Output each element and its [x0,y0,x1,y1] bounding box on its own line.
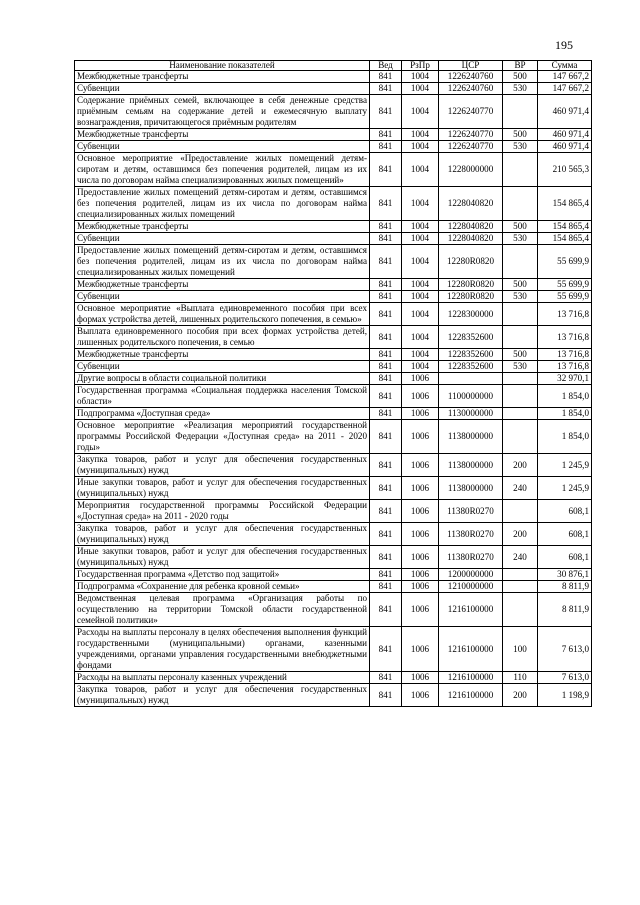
ved-cell: 841 [370,546,402,569]
ved-cell: 841 [370,385,402,408]
page-number: 195 [555,38,573,52]
vr-cell: 100 [503,627,538,672]
rzpr-cell: 1006 [402,684,439,707]
budget-table [74,60,592,707]
ved-cell: 841 [370,291,402,303]
sum-cell: 7 613,0 [538,627,592,672]
ved-cell: 841 [370,83,402,95]
sum-cell: 13 716,8 [538,361,592,373]
rzpr-cell: 1006 [402,408,439,420]
name-cell: Содержание приёмных семей, включающее в себя денежные средства приёмным семьям на содержание детей и ежемесячную выплату вознаграждения, причитающегося приёмным родителям [75,95,370,129]
name-cell: Межбюджетные трансферты [75,129,370,141]
ved-cell: 841 [370,326,402,349]
table-row [75,153,592,187]
vr-cell: 500 [503,129,538,141]
name-cell: Межбюджетные трансферты [75,71,370,83]
ved-cell: 841 [370,95,402,129]
name-cell: Иные закупки товаров, работ и услуг для обеспечения государственных (муниципальных) нужд [75,477,370,500]
vr-cell: 200 [503,684,538,707]
name-cell: Подпрограмма «Сохранение для ребенка кровной семьи» [75,581,370,593]
vr-cell: 200 [503,454,538,477]
table-row [75,71,592,83]
rzpr-cell: 1004 [402,326,439,349]
vr-cell [503,500,538,523]
table-row [75,373,592,385]
sum-cell: 13 716,8 [538,349,592,361]
name-cell: Подпрограмма «Доступная среда» [75,408,370,420]
table-row [75,408,592,420]
name-cell: Основное мероприятие «Реализация мероприятий государственной программы Российской Федерации «Доступная среда» на 2011 - 2020 годы» [75,420,370,454]
rzpr-cell: 1004 [402,245,439,279]
sum-cell: 210 565,3 [538,153,592,187]
vr-cell [503,581,538,593]
ved-cell: 841 [370,581,402,593]
sum-cell: 154 865,4 [538,233,592,245]
vr-cell: 240 [503,546,538,569]
rzpr-cell: 1006 [402,500,439,523]
ved-cell: 841 [370,233,402,245]
name-cell: Субвенции [75,141,370,153]
csr-cell: 1226240760 [439,71,503,83]
ved-cell: 841 [370,593,402,627]
sum-cell: 147 667,2 [538,71,592,83]
csr-cell: 1228000000 [439,153,503,187]
sum-cell: 1 854,0 [538,420,592,454]
csr-cell: 1226240760 [439,83,503,95]
vr-cell [503,373,538,385]
rzpr-cell: 1006 [402,672,439,684]
ved-cell: 841 [370,279,402,291]
ved-cell: 841 [370,349,402,361]
csr-cell: 1228352600 [439,326,503,349]
csr-cell: 1228040820 [439,187,503,221]
rzpr-cell: 1004 [402,361,439,373]
ved-cell: 841 [370,221,402,233]
csr-cell: 1226240770 [439,129,503,141]
rzpr-cell: 1004 [402,71,439,83]
sum-cell: 1 245,9 [538,454,592,477]
table-row [75,279,592,291]
csr-cell: 1130000000 [439,408,503,420]
name-cell: Предоставление жилых помещений детям-сиротам и детям, оставшимся без попечения родителей, лицам из их числа по договорам найма специализированных жилых помещений [75,187,370,221]
ved-cell: 841 [370,627,402,672]
sum-cell: 13 716,8 [538,303,592,326]
vr-cell: 500 [503,221,538,233]
table-row [75,523,592,546]
ved-cell: 841 [370,129,402,141]
csr-cell: 1226240770 [439,95,503,129]
rzpr-cell: 1006 [402,385,439,408]
csr-cell: 1138000000 [439,454,503,477]
ved-cell: 841 [370,408,402,420]
table-row [75,303,592,326]
sum-cell: 55 699,9 [538,245,592,279]
vr-cell [503,245,538,279]
name-cell: Ведомственная целевая программа «Организация работы по осуществлению на территории Томской области государственной семейной политики» [75,593,370,627]
sum-cell: 13 716,8 [538,326,592,349]
csr-cell: 11380R0270 [439,523,503,546]
sum-cell: 1 245,9 [538,477,592,500]
sum-cell: 460 971,4 [538,95,592,129]
vr-cell [503,408,538,420]
ved-cell: 841 [370,361,402,373]
ved-cell: 841 [370,187,402,221]
csr-cell: 1200000000 [439,569,503,581]
ved-cell: 841 [370,684,402,707]
vr-cell: 530 [503,141,538,153]
ved-cell: 841 [370,454,402,477]
rzpr-cell: 1004 [402,279,439,291]
vr-cell: 200 [503,523,538,546]
name-cell: Государственная программа «Детство под защитой» [75,569,370,581]
csr-cell: 1228040820 [439,221,503,233]
name-cell: Иные закупки товаров, работ и услуг для обеспечения государственных (муниципальных) нужд [75,546,370,569]
csr-cell: 1216100000 [439,593,503,627]
csr-cell: 1228352600 [439,361,503,373]
table-row [75,141,592,153]
table-header-row [75,61,592,71]
csr-cell: 12280R0820 [439,279,503,291]
ved-cell: 841 [370,500,402,523]
sum-cell: 55 699,9 [538,291,592,303]
rzpr-cell: 1004 [402,83,439,95]
vr-cell: 110 [503,672,538,684]
vr-cell: 500 [503,349,538,361]
rzpr-cell: 1006 [402,420,439,454]
table-row [75,326,592,349]
vr-cell [503,569,538,581]
rzpr-cell: 1004 [402,291,439,303]
vr-cell [503,326,538,349]
name-cell: Закупка товаров, работ и услуг для обеспечения государственных (муниципальных) нужд [75,523,370,546]
table-row [75,477,592,500]
sum-cell: 8 811,9 [538,581,592,593]
ved-cell: 841 [370,672,402,684]
vr-cell: 500 [503,71,538,83]
table-row [75,672,592,684]
ved-cell: 841 [370,523,402,546]
table-row [75,593,592,627]
rzpr-cell: 1006 [402,373,439,385]
csr-cell: 1210000000 [439,581,503,593]
table-body [75,71,592,707]
rzpr-cell: 1004 [402,221,439,233]
table-row [75,581,592,593]
vr-cell [503,420,538,454]
csr-cell: 1216100000 [439,672,503,684]
table-row [75,684,592,707]
csr-cell: 1216100000 [439,684,503,707]
rzpr-cell: 1004 [402,187,439,221]
name-cell: Предоставление жилых помещений детям-сиротам и детям, оставшимся без попечения родителей, лицам из их числа по договорам найма специализированных жилых помещений [75,245,370,279]
sum-cell: 8 811,9 [538,593,592,627]
sum-cell: 460 971,4 [538,141,592,153]
name-cell: Основное мероприятие «Предоставление жилых помещений детям-сиротам и детям, оставшимся без попечения родителей, лицам из их числа по договорам найма специализированных жилых помещений» [75,153,370,187]
vr-cell: 530 [503,361,538,373]
sum-cell: 154 865,4 [538,187,592,221]
csr-cell: 12280R0820 [439,291,503,303]
table-row [75,500,592,523]
header-csr: ЦСР [439,61,503,71]
name-cell: Субвенции [75,361,370,373]
rzpr-cell: 1004 [402,233,439,245]
rzpr-cell: 1006 [402,454,439,477]
vr-cell [503,153,538,187]
name-cell: Субвенции [75,233,370,245]
header-vr: ВР [503,61,538,71]
vr-cell [503,385,538,408]
vr-cell: 500 [503,279,538,291]
rzpr-cell: 1006 [402,477,439,500]
name-cell: Мероприятия государственной программы Российской Федерации «Доступная среда» на 2011 - 2020 годы [75,500,370,523]
header-rzpr: РзПр [402,61,439,71]
table-row [75,245,592,279]
rzpr-cell: 1004 [402,129,439,141]
name-cell: Межбюджетные трансферты [75,349,370,361]
name-cell: Закупка товаров, работ и услуг для обеспечения государственных (муниципальных) нужд [75,454,370,477]
table-row [75,233,592,245]
rzpr-cell: 1004 [402,153,439,187]
table-row [75,454,592,477]
vr-cell: 530 [503,233,538,245]
rzpr-cell: 1006 [402,593,439,627]
sum-cell: 154 865,4 [538,221,592,233]
rzpr-cell: 1004 [402,303,439,326]
ved-cell: 841 [370,71,402,83]
table-row [75,361,592,373]
vr-cell [503,593,538,627]
vr-cell: 530 [503,83,538,95]
ved-cell: 841 [370,477,402,500]
table-row [75,385,592,408]
csr-cell: 1228352600 [439,349,503,361]
table-row [75,187,592,221]
ved-cell: 841 [370,153,402,187]
csr-cell: 1138000000 [439,420,503,454]
csr-cell [439,373,503,385]
name-cell: Основное мероприятие «Выплата единовременного пособия при всех формах устройства детей, лишенных родительского попечения, в семью» [75,303,370,326]
sum-cell: 1 854,0 [538,408,592,420]
rzpr-cell: 1006 [402,569,439,581]
sum-cell: 608,1 [538,500,592,523]
name-cell: Межбюджетные трансферты [75,279,370,291]
csr-cell: 1216100000 [439,627,503,672]
csr-cell: 11380R0270 [439,546,503,569]
vr-cell [503,187,538,221]
vr-cell: 530 [503,291,538,303]
rzpr-cell: 1006 [402,523,439,546]
ved-cell: 841 [370,373,402,385]
csr-cell: 12280R0820 [439,245,503,279]
ved-cell: 841 [370,303,402,326]
sum-cell: 7 613,0 [538,672,592,684]
rzpr-cell: 1004 [402,141,439,153]
sum-cell: 147 667,2 [538,83,592,95]
csr-cell: 1228040820 [439,233,503,245]
table-row [75,627,592,672]
rzpr-cell: 1004 [402,349,439,361]
sum-cell: 32 970,1 [538,373,592,385]
csr-cell: 1100000000 [439,385,503,408]
table-row [75,83,592,95]
table-row [75,420,592,454]
table-row [75,546,592,569]
name-cell: Закупка товаров, работ и услуг для обеспечения государственных (муниципальных) нужд [75,684,370,707]
rzpr-cell: 1006 [402,627,439,672]
table-row [75,349,592,361]
name-cell: Другие вопросы в области социальной политики [75,373,370,385]
name-cell: Межбюджетные трансферты [75,221,370,233]
sum-cell: 30 876,1 [538,569,592,581]
name-cell: Субвенции [75,291,370,303]
vr-cell: 240 [503,477,538,500]
ved-cell: 841 [370,420,402,454]
rzpr-cell: 1006 [402,581,439,593]
rzpr-cell: 1006 [402,546,439,569]
ved-cell: 841 [370,141,402,153]
vr-cell [503,303,538,326]
csr-cell: 11380R0270 [439,500,503,523]
sum-cell: 460 971,4 [538,129,592,141]
csr-cell: 1228300000 [439,303,503,326]
sum-cell: 608,1 [538,523,592,546]
name-cell: Расходы на выплаты персоналу в целях обеспечения выполнения функций государственными (муниципальными) органами, казенными учреждениями, органами управления государственными внебюджетными фондами [75,627,370,672]
name-cell: Выплата единовременного пособия при всех формах устройства детей, лишенных родительского попечения, в семью [75,326,370,349]
ved-cell: 841 [370,569,402,581]
table-row [75,291,592,303]
sum-cell: 608,1 [538,546,592,569]
csr-cell: 1138000000 [439,477,503,500]
table-row [75,569,592,581]
rzpr-cell: 1004 [402,95,439,129]
sum-cell: 55 699,9 [538,279,592,291]
table-row [75,129,592,141]
sum-cell: 1 854,0 [538,385,592,408]
header-ved: Вед [370,61,402,71]
header-sum: Сумма [538,61,592,71]
csr-cell: 1226240770 [439,141,503,153]
name-cell: Субвенции [75,83,370,95]
table-row [75,221,592,233]
vr-cell [503,95,538,129]
name-cell: Расходы на выплаты персоналу казенных учреждений [75,672,370,684]
table-row [75,95,592,129]
sum-cell: 1 198,9 [538,684,592,707]
name-cell: Государственная программа «Социальная поддержка населения Томской области» [75,385,370,408]
header-name: Наименование показателей [75,61,370,71]
ved-cell: 841 [370,245,402,279]
